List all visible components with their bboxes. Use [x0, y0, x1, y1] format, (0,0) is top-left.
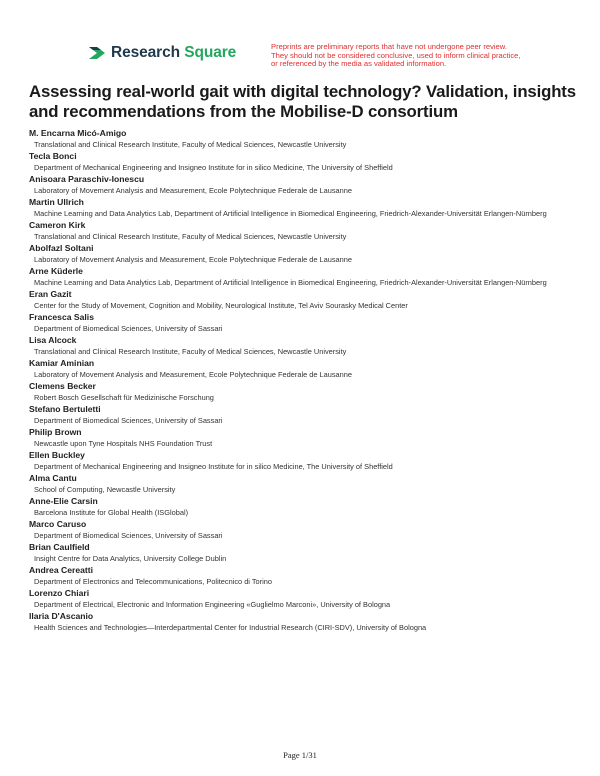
author-entry	[29, 403, 589, 426]
author-name[interactable]: Stefano Bertuletti	[29, 404, 101, 414]
author-name[interactable]: Alma Cantu	[29, 473, 77, 483]
preprint-notice-line: Preprints are preliminary reports that have not undergone peer review.	[271, 42, 507, 51]
author-entry	[29, 472, 589, 495]
author-name[interactable]: Kamiar Aminian	[29, 358, 95, 368]
author-affiliation: School of Computing, Newcastle University	[34, 485, 176, 494]
author-name[interactable]: Anisoara Paraschiv-Ionescu	[29, 174, 145, 184]
author-affiliation: Translational and Clinical Research Institute, Faculty of Medical Sciences, Newcastle University	[34, 232, 347, 241]
author-name[interactable]: Andrea Cereatti	[29, 565, 93, 575]
author-entry	[29, 196, 589, 219]
author-affiliation: Translational and Clinical Research Institute, Faculty of Medical Sciences, Newcastle University	[34, 140, 347, 149]
author-affiliation: Department of Biomedical Sciences, University of Sassari	[34, 416, 223, 425]
author-name[interactable]: Anne-Elie Carsin	[29, 496, 98, 506]
author-entry	[29, 541, 589, 564]
author-entry	[29, 564, 589, 587]
research-square-logo-icon	[88, 45, 106, 61]
author-name[interactable]: M. Encarna Micó-Amigo	[29, 128, 127, 138]
author-affiliation: Department of Biomedical Sciences, University of Sassari	[34, 531, 223, 540]
brand-name-second: Square	[184, 44, 237, 61]
author-name[interactable]: Clemens Becker	[29, 381, 96, 391]
author-entry	[29, 449, 589, 472]
author-name[interactable]: Abolfazl Soltani	[29, 243, 94, 253]
author-affiliation: Department of Mechanical Engineering and Insigneo Institute for in silico Medicine, The University of Sheffield	[34, 163, 393, 172]
paper-title: Assessing real-world gait with digital technology? Validation, insights and recommendations from the Mobilise-D consortium	[29, 82, 576, 121]
author-affiliation: Barcelona Institute for Global Health (ISGlobal)	[34, 508, 189, 517]
author-entry	[29, 288, 589, 311]
author-name[interactable]: Francesca Salis	[29, 312, 94, 322]
author-name[interactable]: Marco Caruso	[29, 519, 87, 529]
author-name[interactable]: Tecla Bonci	[29, 151, 77, 161]
author-entry	[29, 150, 589, 173]
author-affiliation: Health Sciences and Technologies—Interdepartmental Center for Industrial Research (CIRI-SDV), University of Bologna	[34, 623, 427, 632]
preprint-notice-line: or referenced by the media as validated information.	[271, 59, 447, 69]
author-name[interactable]: Philip Brown	[29, 427, 82, 437]
author-affiliation: Laboratory of Movement Analysis and Measurement, Ecole Polytechnique Federale de Lausanne	[34, 186, 352, 195]
author-entry	[29, 610, 589, 633]
research-square-logo[interactable]	[88, 44, 236, 62]
author-name[interactable]: Ellen Buckley	[29, 450, 85, 460]
author-affiliation: Laboratory of Movement Analysis and Measurement, Ecole Polytechnique Federale de Lausanne	[34, 370, 352, 379]
author-entry	[29, 127, 589, 150]
author-affiliation: Department of Mechanical Engineering and Insigneo Institute for in silico Medicine, The University of Sheffield	[34, 462, 393, 471]
author-affiliation: Center for the Study of Movement, Cognition and Mobility, Neurological Institute, Tel Aviv Sourasky Medical Center	[34, 301, 408, 310]
author-affiliation: Department of Biomedical Sciences, University of Sassari	[34, 324, 223, 333]
preprint-notice	[271, 43, 571, 69]
author-affiliation: Department of Electronics and Telecommunications, Politecnico di Torino	[34, 577, 272, 586]
author-affiliation: Machine Learning and Data Analytics Lab, Department of Artificial Intelligence in Biomedical Engineering, Friedrich-Alexander-Universität Erlangen-Nürnberg	[34, 278, 547, 287]
header	[0, 0, 600, 80]
author-affiliation: Insight Centre for Data Analytics, University College Dublin	[34, 554, 227, 563]
author-affiliation: Laboratory of Movement Analysis and Measurement, Ecole Polytechnique Federale de Lausanne	[34, 255, 352, 264]
page-number: Page 1/31	[283, 750, 317, 760]
author-affiliation: Machine Learning and Data Analytics Lab, Department of Artificial Intelligence in Biomedical Engineering, Friedrich-Alexander-Universität Erlangen-Nürnberg	[34, 209, 547, 218]
author-entry	[29, 426, 589, 449]
author-name[interactable]: Martin Ullrich	[29, 197, 84, 207]
author-affiliation: Department of Electrical, Electronic and Information Engineering «Guglielmo Marconi», University of Bologna	[34, 600, 391, 609]
author-affiliation: Robert Bosch Gesellschaft für Medizinische Forschung	[34, 393, 214, 402]
author-entry	[29, 587, 589, 610]
author-list	[29, 127, 589, 633]
author-entry	[29, 311, 589, 334]
author-entry	[29, 242, 589, 265]
preprint-notice-line: They should not be considered conclusive, used to inform clinical practice,	[271, 50, 521, 60]
author-entry	[29, 495, 589, 518]
author-entry	[29, 357, 589, 380]
author-name[interactable]: Lisa Alcock	[29, 335, 77, 345]
author-name[interactable]: Lorenzo Chiari	[29, 588, 90, 598]
brand-name	[111, 44, 236, 62]
author-affiliation: Newcastle upon Tyne Hospitals NHS Foundation Trust	[34, 439, 213, 448]
author-name[interactable]: Eran Gazit	[29, 289, 72, 299]
author-name[interactable]: Brian Caulfield	[29, 542, 90, 552]
author-entry	[29, 265, 589, 288]
author-entry	[29, 173, 589, 196]
author-entry	[29, 518, 589, 541]
author-affiliation: Translational and Clinical Research Institute, Faculty of Medical Sciences, Newcastle University	[34, 347, 347, 356]
author-name[interactable]: Cameron Kirk	[29, 220, 86, 230]
author-entry	[29, 380, 589, 403]
author-entry	[29, 334, 589, 357]
author-entry	[29, 219, 589, 242]
brand-name-first: Research	[111, 44, 180, 61]
author-name[interactable]: Arne Küderle	[29, 266, 83, 276]
author-name[interactable]: Ilaria D'Ascanio	[29, 611, 94, 621]
